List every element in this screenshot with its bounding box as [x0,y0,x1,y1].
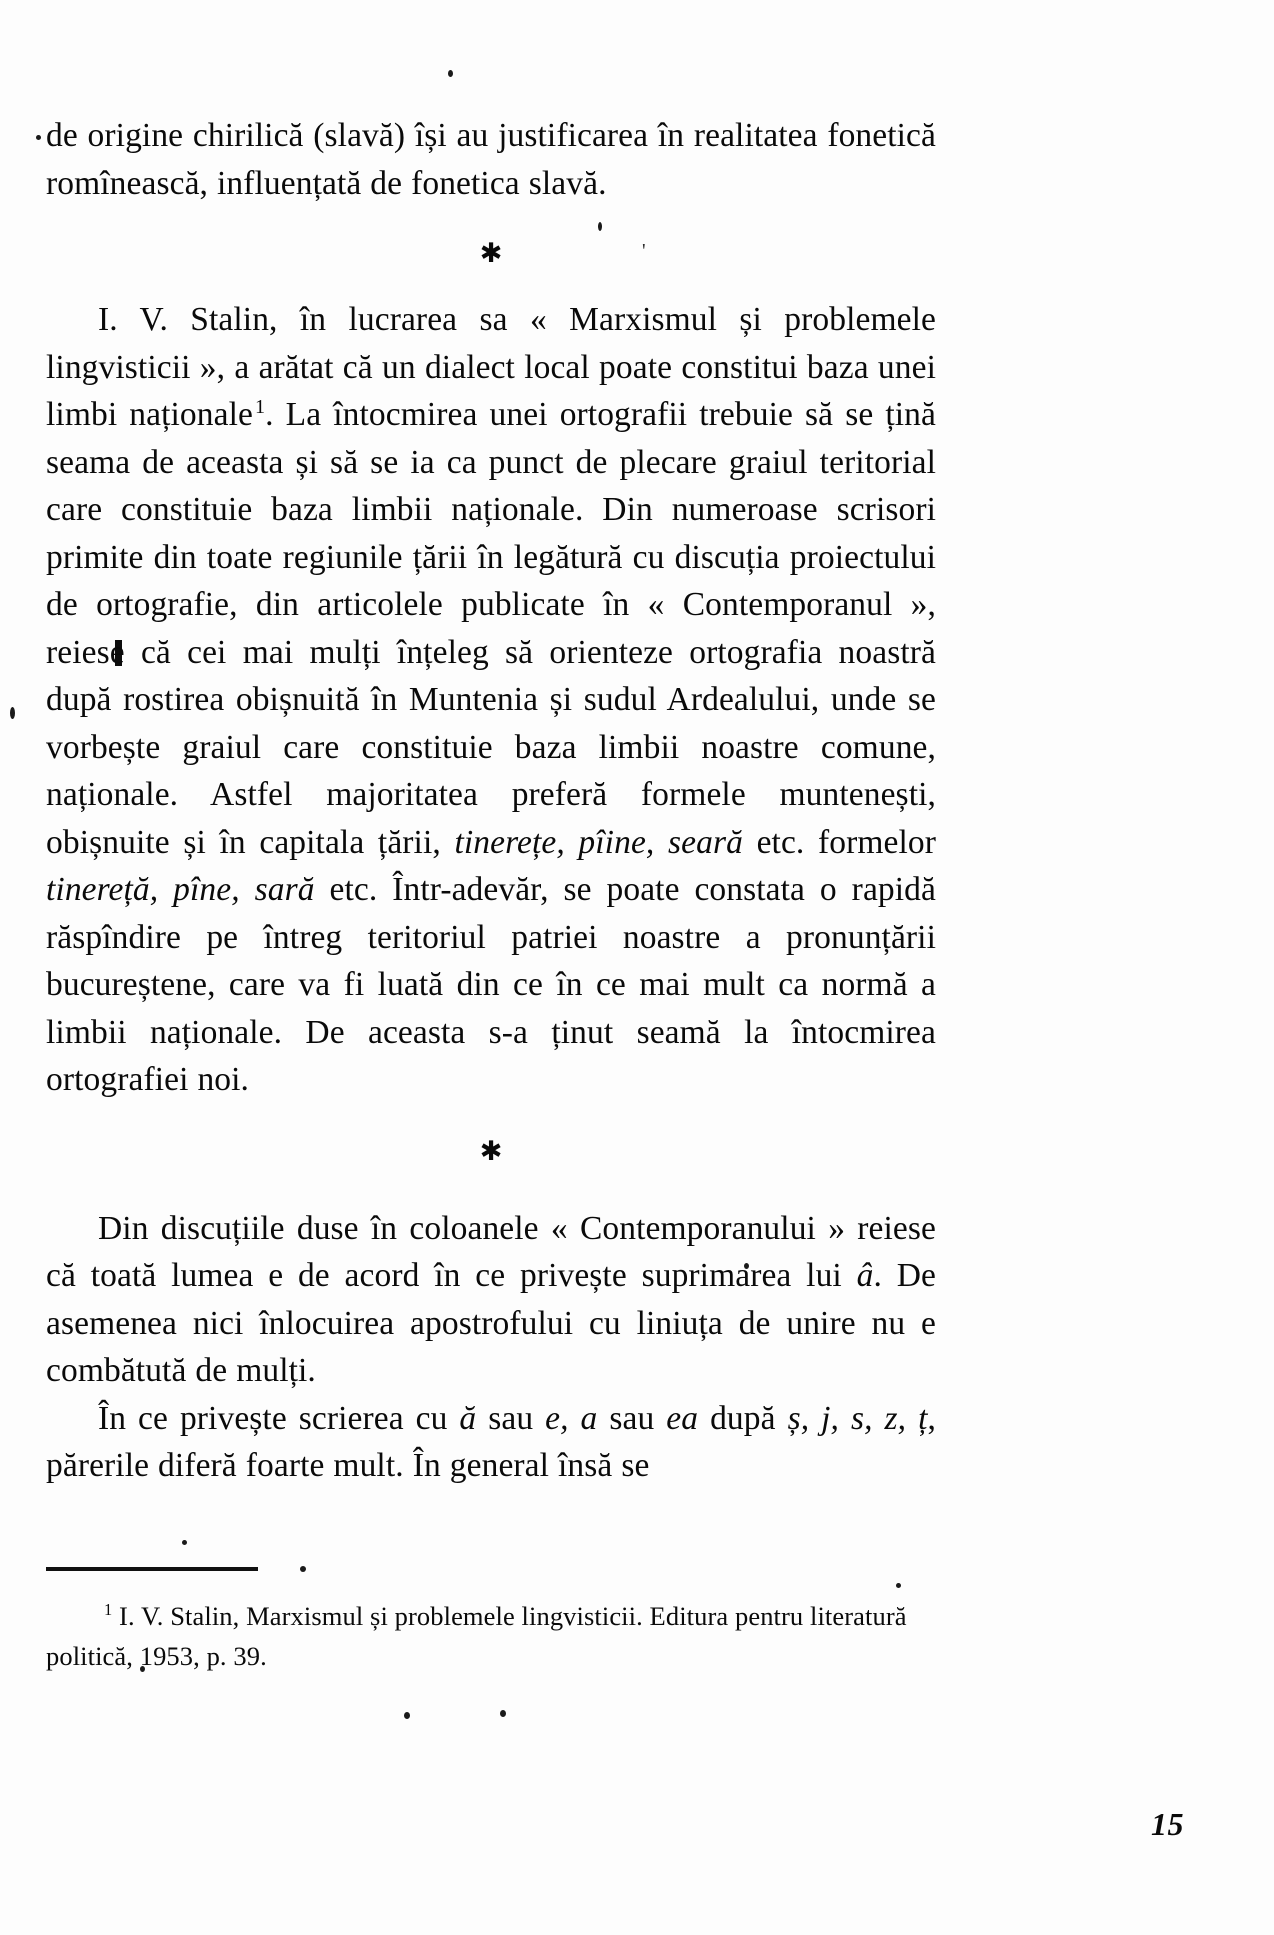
scan-speck [896,1583,901,1588]
paragraph-discutii-italic-1: â [856,1257,874,1294]
paragraph-scriere-segment-1: În ce privește scrierea cu [98,1399,460,1437]
section-ornament-2 [46,1135,936,1166]
paragraph-scriere-italic-4: ș, j, s, z, ț [787,1399,928,1437]
paragraph-scriere [46,1395,936,1490]
paragraph-stalin-segment-1: I. V. Stalin, în lucrarea sa « Marxismul și problemele lingvisticii », a arătat că un dialect local poate constitui baza unei limbi naționale [46,301,936,433]
scan-speck [500,1710,506,1717]
paragraph-stalin [46,296,936,1104]
ornament-glyph: ✱ [479,238,503,268]
paragraph-scriere-italic-1: ă [459,1399,477,1437]
paragraph-stalin-segment-3: etc. formelor [742,823,936,861]
scan-speck [10,707,15,719]
footnote-separator-rule [46,1567,258,1571]
ornament-glyph: ✱ [479,1135,503,1166]
page-text-body [46,112,936,1490]
paragraph-scriere-segment-4: după [698,1399,788,1437]
paragraph-scriere-segment-2: sau [476,1399,546,1437]
paragraph-scriere-italic-2: e, a [545,1399,598,1437]
scan-speck [182,1540,187,1545]
scan-speck [300,1566,306,1572]
scan-speck [448,70,453,77]
paragraph-stalin-italic-2: tinereță, pîne, sară [46,871,315,908]
paragraph-scriere-segment-5: , părerile diferă foarte mult. În general însă se [46,1399,936,1484]
paragraph-continued [46,112,936,207]
paragraph-discutii-segment-2: . De asemenea nici înlocuirea apostrofului cu liniuța de unire nu e combătută de mulți. [46,1257,936,1389]
footnote-text: I. V. Stalin, Marxismul și problemele lingvisticii. Editura pentru literatură politică, 1953, p. 39. [46,1601,907,1671]
paragraph-discutii [46,1205,936,1395]
footnote-reference: 1 [254,395,266,418]
section-ornament-1 [46,240,936,267]
paragraph-stalin-segment-4: etc. Într-adevăr, se poate constata o rapidă răspîndire pe întreg teritoriul patriei noastre a pronunțării bucureștene, care va fi luată din ce în ce mai mult ca normă a limbii naționale. De aceasta s-a ținut seamă la întocmirea ortografiei noi. [46,871,936,1098]
paragraph-stalin-segment-2: . La întocmirea unei ortografii trebuie să se țină seama de aceasta și să se ia ca punct de plecare graiul teritorial care constituie baza limbii naționale. Din numeroase scrisori primite din toate regiunile țării în legătură cu discuția proiectului de ortografie, din articolele publicate în « Contemporanul », reiese că cei mai mulți înțeleg să orienteze ortografia noastră după rostirea obișnuită în Muntenia și sudul Ardealului, unde se vorbește graiul care constituie baza limbii noastre comune, naționale. Astfel majoritatea preferă formele muntenești, obișnuite și în capitala țării, [46,396,936,861]
page-number: 15 [1151,1806,1184,1842]
footnote-block [46,1596,936,1676]
scan-speck [404,1712,410,1719]
footnote-line [46,1596,936,1676]
paragraph-scriere-italic-3: ea [666,1399,699,1437]
paragraph-stalin-italic-1: tinerețe, pîine, seară [454,823,743,861]
footnote-marker: 1 [104,1600,113,1620]
paragraph-discutii-segment-1: Din discuțiile duse în coloanele « Contemporanului » reiese că toată lumea e de acord în ce privește suprimarea lui [46,1209,936,1294]
paragraph-continued-text: de origine chirilică (slavă) își au justificarea în realitatea fonetică romînească, influențată de fonetica slavă. [46,117,936,202]
scan-speck [36,135,41,140]
scan-tick-mark: ' [642,240,646,262]
paragraph-scriere-segment-3: sau [597,1399,667,1437]
